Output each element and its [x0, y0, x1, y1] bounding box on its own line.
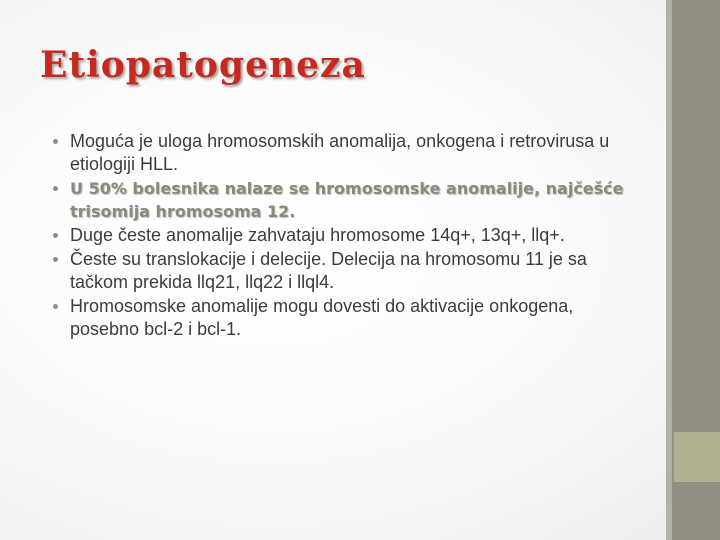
- slide-title: Etiopatogeneza: [40, 44, 366, 86]
- bullet-icon: [53, 139, 58, 144]
- bullet-icon: [53, 186, 58, 191]
- bullet-item-emphasized: [50, 177, 640, 223]
- bullet-item: [50, 224, 640, 247]
- sidebar-accent-block: [674, 432, 720, 482]
- decorative-sidebar: [666, 0, 720, 540]
- bullet-list: [50, 130, 640, 342]
- bullet-item: [50, 130, 640, 176]
- bullet-text: Moguća je uloga hromosomskih anomalija, onkogena i retrovirusa u etiologiji HLL.: [70, 131, 610, 174]
- bullet-item: [50, 295, 640, 341]
- bullet-text: Hromosomske anomalije mogu dovesti do aktivacije onkogena, posebno bcl-2 i bcl-1.: [70, 296, 574, 339]
- bullet-text: Duge česte anomalije zahvataju hromosome 14q+, 13q+, llq+.: [70, 225, 565, 245]
- bullet-item: [50, 248, 640, 294]
- bullet-text: U 50% bolesnika nalaze se hromosomske anomalije, najčešće trisomija hromosoma 12.: [70, 179, 624, 221]
- sidebar-stripe: [666, 0, 672, 540]
- bullet-icon: [53, 304, 58, 309]
- bullet-icon: [53, 233, 58, 238]
- bullet-text: Česte su translokacije i delecije. Delecija na hromosomu 11 je sa tačkom prekida llq21, llq22 i llql4.: [70, 249, 587, 292]
- bullet-icon: [53, 257, 58, 262]
